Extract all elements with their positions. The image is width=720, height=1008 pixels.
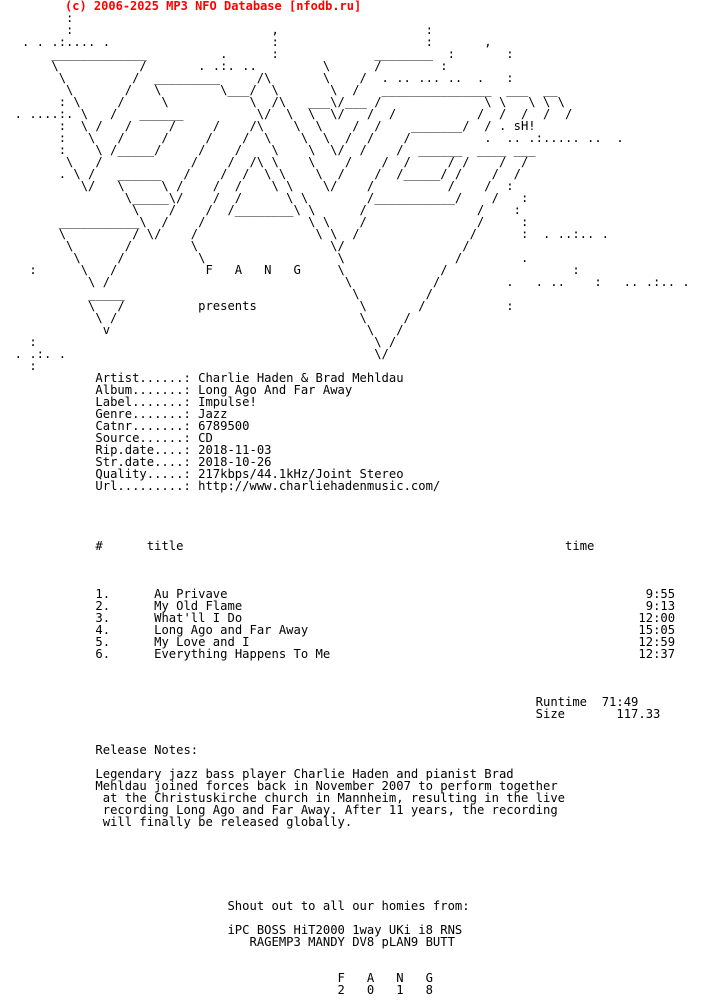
- logo-art-text: :: [0, 11, 74, 25]
- notes-text: Legendary jazz bass player Charlie Haden and pianist Brad: [95, 767, 514, 781]
- track-number: 4.: [95, 623, 111, 637]
- tracklist-header: [0, 540, 594, 552]
- info-label: Rip.date....:: [95, 443, 191, 457]
- col-time-header: time: [565, 539, 595, 553]
- logo-art-text: : \ / F A N G \ / :: [0, 263, 580, 277]
- groups-line-2: [0, 936, 455, 948]
- notes-heading: [0, 744, 198, 756]
- signature-line-2: [0, 984, 433, 996]
- notes-text: will finally be released globally.: [95, 815, 353, 829]
- logo-art-text: \ / \/ / \ \ / / : . ..:.. .: [0, 227, 610, 241]
- logo-art-text: \ / \ / . . .. : .. .:.. .: [0, 275, 690, 289]
- logo-art-text: . ....:. \ / ______ \/ \ \ \/ / / / / / / /: [0, 107, 573, 121]
- logo-art-text: _____________ . : ________ : :: [0, 47, 514, 61]
- logo-art-text: \ / \ \ / .: [0, 251, 529, 265]
- track-number: 2.: [95, 599, 111, 613]
- info-url-link[interactable]: http://www.charliehadenmusic.com/: [198, 479, 441, 493]
- logo-art-text: \ / presents \ / :: [0, 299, 514, 313]
- track-time: 12:00: [638, 611, 676, 625]
- info-value: Charlie Haden & Brad Mehldau: [198, 371, 404, 385]
- track-time: 15:05: [638, 623, 676, 637]
- logo-art-text: \ / _________ /\ \ / . .. ... .. . :: [0, 71, 514, 85]
- groups-text-2: RAGEMP3 MANDY DV8 pLAN9 BUTT: [249, 935, 455, 949]
- track-time: 12:59: [638, 635, 676, 649]
- info-value: Impulse!: [198, 395, 257, 409]
- logo-art-text: : , :: [0, 23, 433, 37]
- info-value: Jazz: [198, 407, 228, 421]
- track-title: Au Privave: [154, 587, 228, 601]
- signature-year: 2 0 1 8: [337, 983, 433, 997]
- size-row: [0, 708, 660, 720]
- logo-art-text: \ / . .:. .. \ / :: [0, 59, 448, 73]
- logo-art-text: . .:. . \/: [0, 347, 389, 361]
- header-text: (c) 2006-2025 MP3 NFO Database [nfodb.ru]: [0, 0, 362, 13]
- logo-art-text: : \ /: [0, 335, 397, 349]
- info-value: CD: [198, 431, 213, 445]
- size-label: Size: [535, 707, 565, 721]
- track-number: 1.: [95, 587, 111, 601]
- info-label: Url.........:: [95, 479, 191, 493]
- notes-heading-text: Release Notes:: [95, 743, 199, 757]
- logo-art-text: _____ \ /: [0, 287, 433, 301]
- track-number: 3.: [95, 611, 111, 625]
- info-value: 217kbps/44.1kHz/Joint Stereo: [198, 467, 404, 481]
- logo-art-text: . \ / ______ / / / \ \ \ / / /_____/ / / /: [0, 167, 521, 181]
- info-label: Label.......:: [95, 395, 191, 409]
- info-value: 2018-10-26: [198, 455, 272, 469]
- logo-art-text: . . .:.... . : : ,: [0, 35, 492, 49]
- logo-art-text: : \ / \ \ /\ ___\/___ / \ \ \ \ \: [0, 95, 565, 109]
- info-value: Long Ago And Far Away: [198, 383, 353, 397]
- info-value: 2018-11-03: [198, 443, 272, 457]
- track-title: My Old Flame: [154, 599, 243, 613]
- notes-text: recording Long Ago and Far Away. After 11 years, the recording: [95, 803, 558, 817]
- track-title: Long Ago and Far Away: [154, 623, 309, 637]
- notes-text: Mehldau joined forces back in November 2007 to perform together: [95, 779, 558, 793]
- shoutout-text: Shout out to all our homies from:: [227, 899, 470, 913]
- logo-art-text: \ / / /________\ \ / / :: [0, 203, 521, 217]
- shoutout-line: [0, 900, 470, 912]
- col-num-header: #: [95, 539, 103, 553]
- logo-art-text: \_____\/ / / \ \ /___________/ / :: [0, 191, 529, 205]
- logo-art-text: \ / \ \___/ \ \ / _______________ ___ __: [0, 83, 558, 97]
- info-label: Catnr.......:: [95, 419, 191, 433]
- info-label: Quality.....:: [95, 467, 191, 481]
- track-title: My Love and I: [154, 635, 250, 649]
- track-time: 9:55: [645, 587, 676, 601]
- runtime-value: 71:49: [601, 695, 639, 709]
- info-value: 6789500: [198, 419, 250, 433]
- track-title: Everything Happens To Me: [154, 647, 331, 661]
- info-label: Genre.......:: [95, 407, 191, 421]
- logo-art-text: \ / \ /: [0, 311, 411, 325]
- runtime-label: Runtime: [535, 695, 588, 709]
- notes-line: [0, 816, 352, 828]
- track-number: 5.: [95, 635, 111, 649]
- groups-text-1: iPC BOSS HiT2000 1way UKi i8 RNS: [227, 923, 463, 937]
- track-time: 12:37: [638, 647, 676, 661]
- logo-art-text: \ / / / /\ \ \ / / / / / / /: [0, 155, 529, 169]
- notes-text: at the Christuskirche church in Mannheim, resulting in the live: [95, 791, 565, 805]
- info-label: Str.date....:: [95, 455, 191, 469]
- track-number: 6.: [95, 647, 111, 661]
- signature-fang: F A N G: [337, 971, 433, 985]
- logo-art-text: : \ / / / / \ \ \ / / / . .. .:..... .. .: [0, 131, 624, 145]
- track-title: What'll I Do: [154, 611, 243, 625]
- logo-art-text: ___________\ / / \ \ / / :: [0, 215, 529, 229]
- logo-art-text: \/ \ \ / / / \ \ \/ / / / :: [0, 179, 514, 193]
- logo-art-text: : \ / / / / /\ \ \ / / _______/ / . sH!: [0, 119, 543, 133]
- info-label: Artist......:: [95, 371, 191, 385]
- logo-art-text: :: [0, 359, 37, 373]
- col-title-header: title: [146, 539, 184, 553]
- logo-art-text: : \ /_____/ / / \ \ \/ / / ______ ____ ___: [0, 143, 536, 157]
- logo-art-text: \ / \ \/ /: [0, 239, 470, 253]
- logo-art-line: [0, 348, 389, 360]
- track-time: 9:13: [645, 599, 676, 613]
- logo-art-text: v \ /: [0, 323, 404, 337]
- size-value: 117.33: [616, 707, 661, 721]
- track-row: [0, 648, 675, 660]
- info-label: Album.......:: [95, 383, 191, 397]
- info-label: Source......:: [95, 431, 191, 445]
- info-row: [0, 480, 440, 492]
